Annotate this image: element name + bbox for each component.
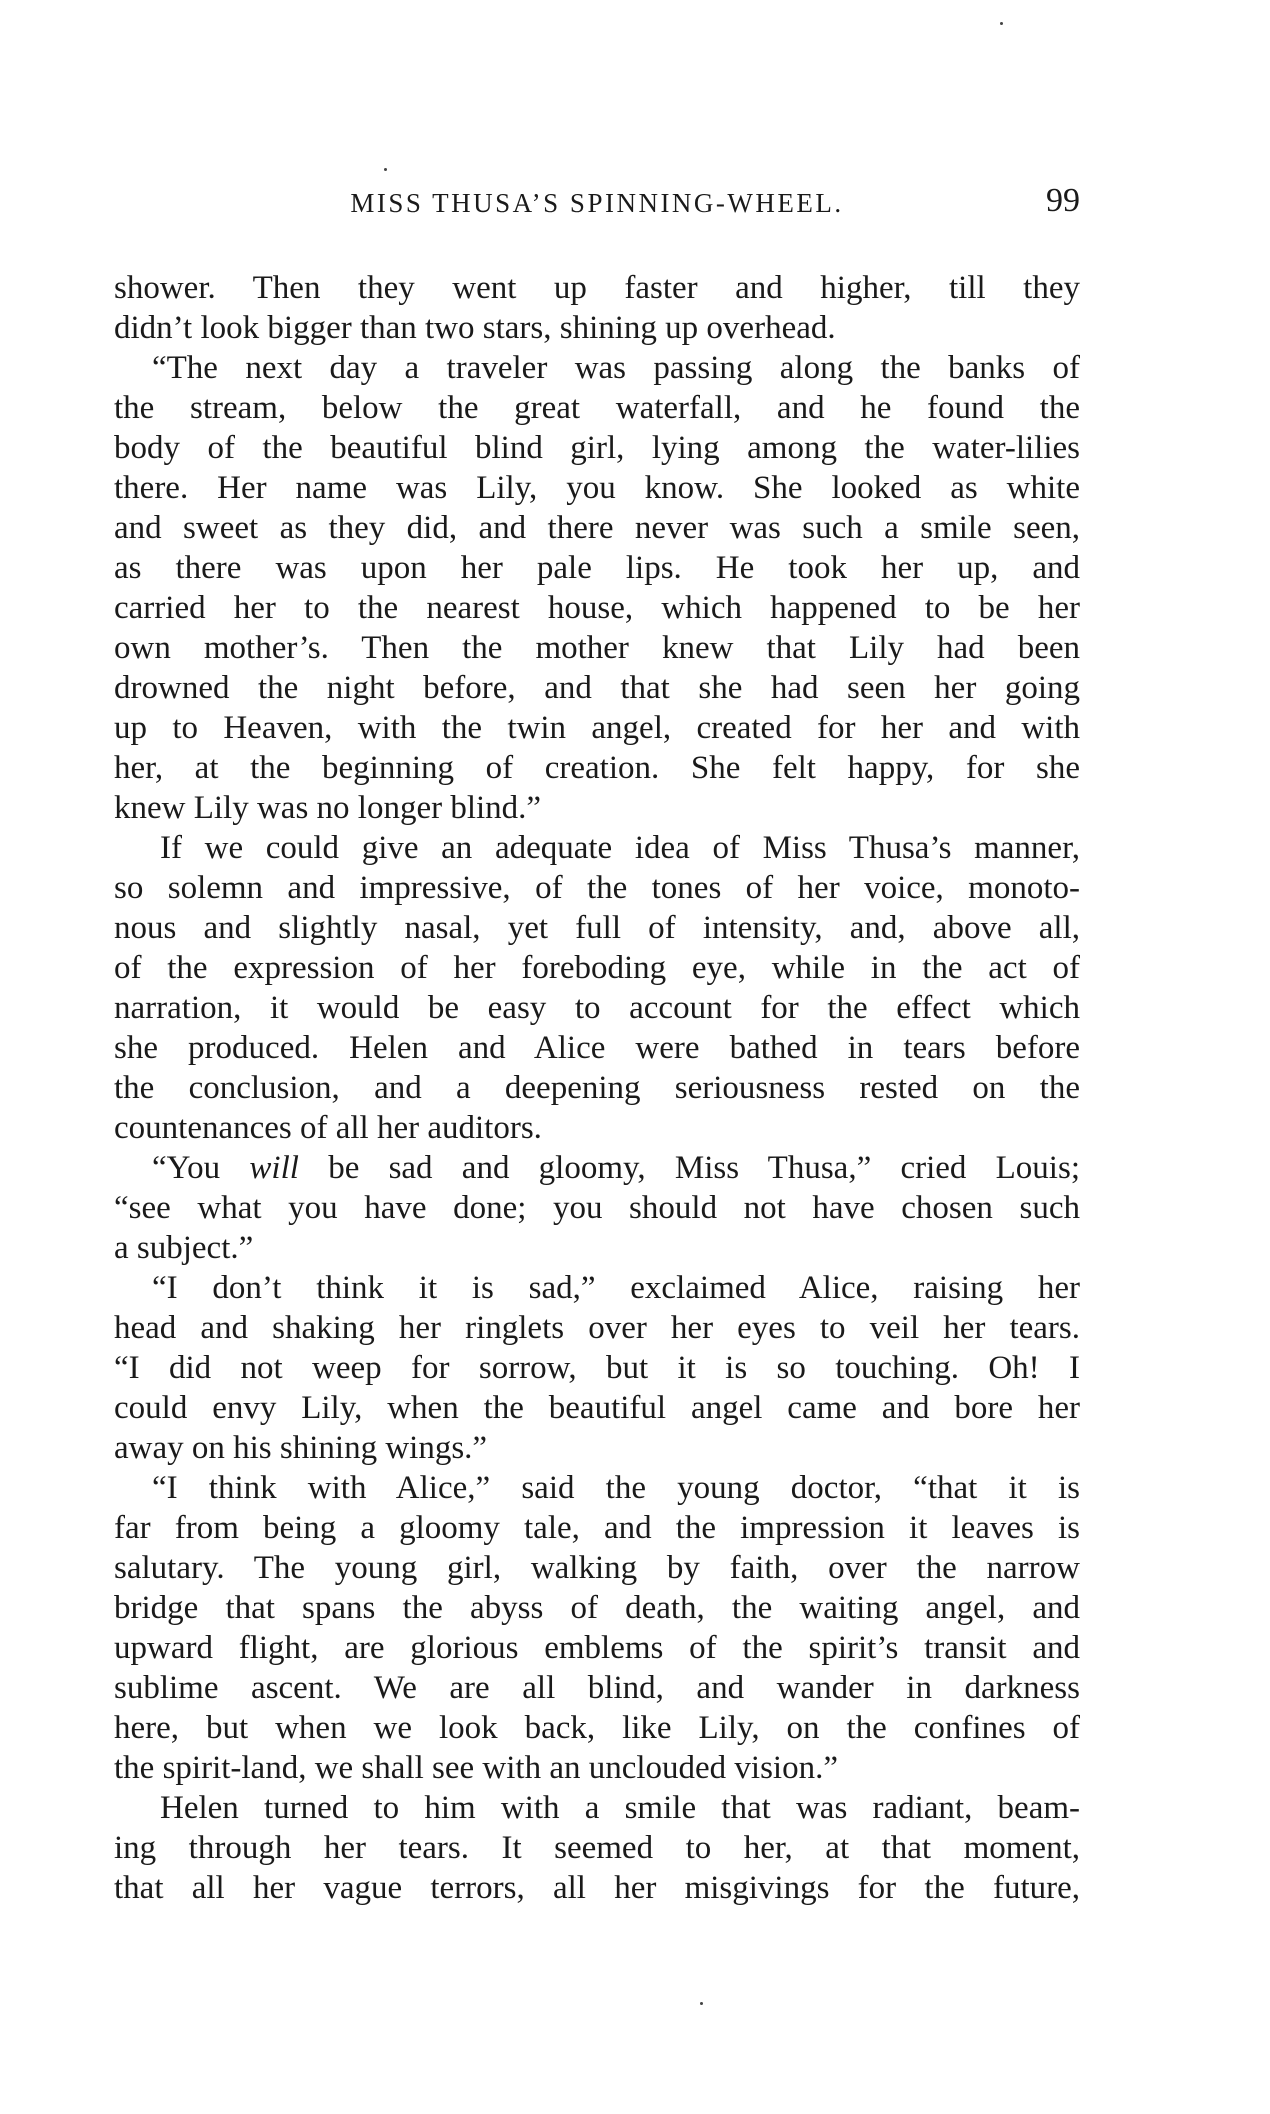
text-line: her, at the beginning of creation. She felt happy, for she — [114, 750, 1080, 786]
text-line: ing through her tears. It seemed to her, at that moment, — [114, 1830, 1080, 1866]
text-line: away on his shining wings.” — [114, 1430, 488, 1466]
body-text — [114, 268, 1080, 1908]
text-line: knew Lily was no longer blind.” — [114, 790, 542, 826]
text-line: head and shaking her ringlets over her eyes to veil her tears. — [114, 1310, 1080, 1346]
text-line: so solemn and impressive, of the tones of her voice, monoto- — [114, 870, 1080, 906]
text-line: of the expression of her foreboding eye, while in the act of — [114, 950, 1080, 986]
text-line: she produced. Helen and Alice were bathed in tears before — [114, 1030, 1080, 1066]
text-line: shower. Then they went up faster and higher, till they — [114, 270, 1080, 306]
text-line: the conclusion, and a deepening seriousness rested on the — [114, 1070, 1080, 1106]
text-line: body of the beautiful blind girl, lying among the water-lilies — [114, 430, 1080, 466]
text-line: could envy Lily, when the beautiful angel came and bore her — [114, 1390, 1080, 1426]
text-line: there. Her name was Lily, you know. She looked as white — [114, 470, 1080, 506]
speck — [1000, 22, 1003, 25]
text-line: a subject.” — [114, 1230, 254, 1266]
text-line: upward flight, are glorious emblems of the spirit’s transit and — [114, 1630, 1080, 1666]
text-line: Helen turned to him with a smile that was radiant, beam- — [160, 1790, 1080, 1826]
text-line: countenances of all her auditors. — [114, 1110, 542, 1146]
text-line: sublime ascent. We are all blind, and wander in darkness — [114, 1670, 1080, 1706]
text-line — [114, 1148, 1080, 1188]
text-line: “see what you have done; you should not have chosen such — [114, 1190, 1080, 1226]
text-line: far from being a gloomy tale, and the impression it leaves is — [114, 1510, 1080, 1546]
text-line: “I did not weep for sorrow, but it is so touching. Oh! I — [114, 1350, 1080, 1386]
text-line: here, but when we look back, like Lily, on the confines of — [114, 1710, 1080, 1746]
text-line: drowned the night before, and that she had seen her going — [114, 670, 1080, 706]
text-line: “I don’t think it is sad,” exclaimed Alice, raising her — [152, 1270, 1080, 1306]
text-span: “You — [152, 1150, 250, 1186]
text-span: be sad and gloomy, Miss Thusa,” cried Louis; — [298, 1150, 1080, 1186]
text-line: nous and slightly nasal, yet full of intensity, and, above all, — [114, 910, 1080, 946]
text-line: as there was upon her pale lips. He took her up, and — [114, 550, 1080, 586]
text-line: the spirit-land, we shall see with an unclouded vision.” — [114, 1750, 839, 1786]
text-line: If we could give an adequate idea of Miss Thusa’s manner, — [160, 830, 1080, 866]
text-line: the stream, below the great waterfall, and he found the — [114, 390, 1080, 426]
page-number: 99 — [1046, 182, 1080, 219]
text-line: that all her vague terrors, all her misgivings for the future, — [114, 1870, 1080, 1906]
text-line: bridge that spans the abyss of death, the waiting angel, and — [114, 1590, 1080, 1626]
speck — [384, 168, 387, 171]
text-line: own mother’s. Then the mother knew that Lily had been — [114, 630, 1080, 666]
text-line: “The next day a traveler was passing along the banks of — [152, 350, 1080, 386]
text-line: and sweet as they did, and there never was such a smile seen, — [114, 510, 1080, 546]
running-head: MISS THUSA’S SPINNING-WHEEL. — [350, 188, 844, 218]
speck — [700, 2002, 703, 2005]
text-line: narration, it would be easy to account for the effect which — [114, 990, 1080, 1026]
text-line: didn’t look bigger than two stars, shining up overhead. — [114, 310, 836, 346]
text-line: carried her to the nearest house, which happened to be her — [114, 590, 1080, 626]
text-line: salutary. The young girl, walking by faith, over the narrow — [114, 1550, 1080, 1586]
emphasized-word: will — [249, 1150, 299, 1186]
page-header — [114, 182, 1080, 228]
text-line: “I think with Alice,” said the young doctor, “that it is — [152, 1470, 1080, 1506]
text-line: up to Heaven, with the twin angel, created for her and with — [114, 710, 1080, 746]
